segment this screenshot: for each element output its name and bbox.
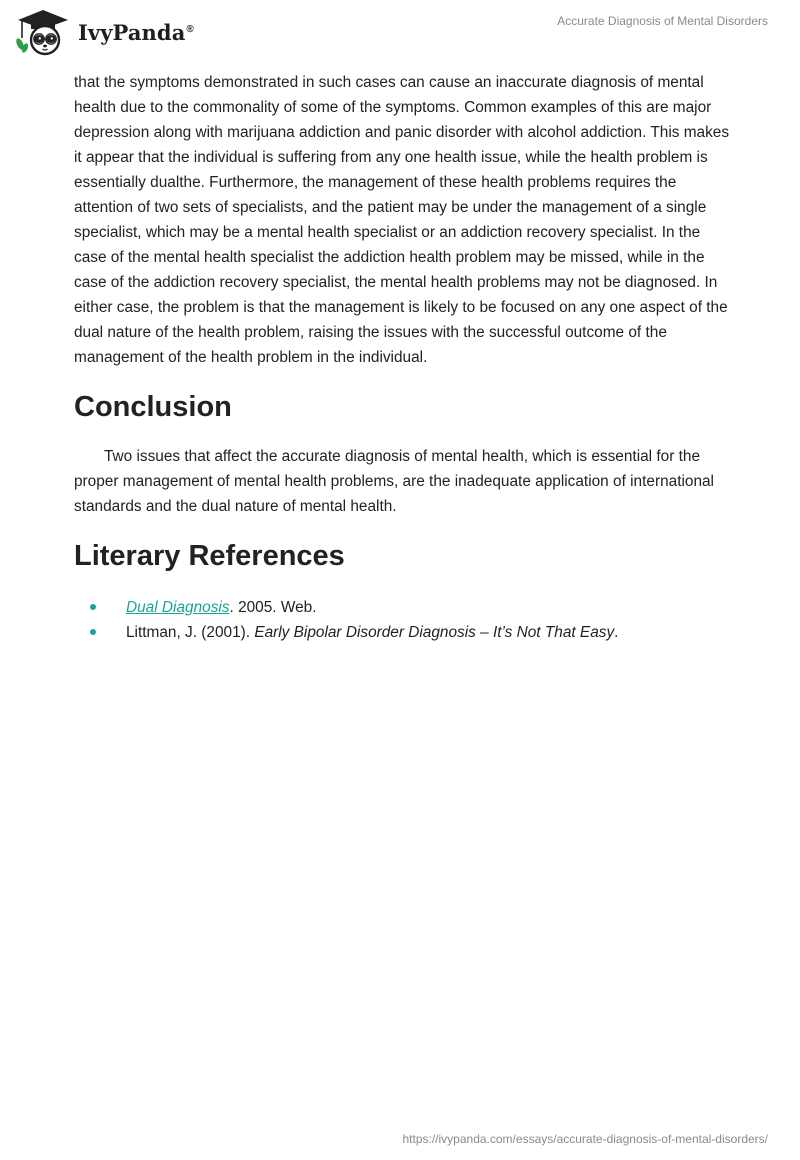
footer-url[interactable]: https://ivypanda.com/essays/accurate-diagnosis-of-mental-disorders/ <box>402 1132 768 1146</box>
page-header <box>0 0 800 64</box>
reference-author: Littman, J. (2001). <box>126 624 255 641</box>
reference-text: . 2005. Web. <box>229 599 317 616</box>
logo-text: IvyPanda® <box>78 19 194 45</box>
essay-content <box>74 70 734 645</box>
bullet-icon <box>90 604 96 610</box>
body-paragraph: that the symptoms demonstrated in such cases can cause an inaccurate diagnosis of mental health due to the commonality of some of the symptoms. Common examples of this are major depression along with marijuana addiction and panic disorder with alcohol addiction. This makes it appear that the individual is suffering from any one health issue, while the health problem is essentially dualthe. Furthermore, the management of these health problems requires the attention of two sets of specialists, and the patient may be under the management of a single specialist, which may be a mental health specialist or an addiction recovery specialist. In the case of the mental health specialist the addiction health problem may be missed, while in the case of the addiction recovery specialist, the mental health problems may not be diagnosed. In either case, the problem is that the management is likely to be focused on any one aspect of the dual nature of the health problem, raising the issues with the successful outcome of the management of the health problem in the individual. <box>74 74 730 366</box>
references-heading: Literary References <box>74 540 345 572</box>
references-list <box>74 595 734 645</box>
reference-item <box>126 620 734 645</box>
conclusion-heading: Conclusion <box>74 391 232 423</box>
bullet-icon <box>90 629 96 635</box>
panda-graduate-icon <box>14 8 72 56</box>
registered-mark: ® <box>186 23 194 35</box>
reference-item <box>126 595 734 620</box>
conclusion-paragraph: Two issues that affect the accurate diagnosis of mental health, which is essential for the proper management of mental health problems, are the inadequate application of international standards and the dual nature of mental health. <box>74 448 714 515</box>
reference-title: Early Bipolar Disorder Diagnosis – It’s Not That Easy <box>254 624 615 641</box>
document-title: Accurate Diagnosis of Mental Disorders <box>557 14 768 28</box>
reference-end: . <box>614 624 619 641</box>
ivypanda-logo[interactable] <box>14 8 194 56</box>
reference-link-dual-diagnosis[interactable]: Dual Diagnosis <box>126 599 230 616</box>
